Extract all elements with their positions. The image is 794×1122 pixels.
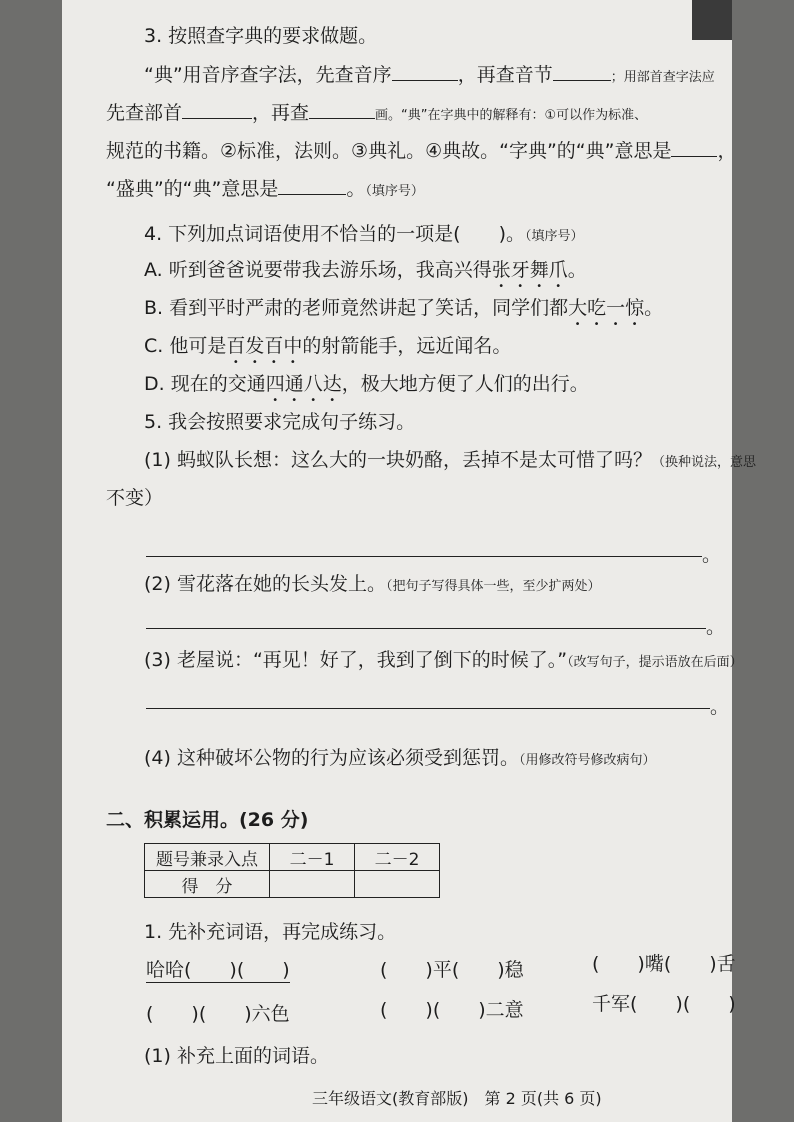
score-table-row-label: 得 分: [145, 871, 270, 898]
q4-b-pre: B. 看到平时严肃的老师竟然讲起了笑话，同学们都: [144, 297, 569, 319]
blank-zidian[interactable]: [671, 138, 717, 157]
answer-period-3: 。: [710, 696, 730, 718]
answer-period-2: 。: [706, 616, 726, 638]
q5-title: 5. 我会按照要求完成句子练习。: [144, 411, 416, 433]
q5-s4: [144, 746, 655, 773]
q4-d-pre: D. 现在的交通: [144, 373, 266, 395]
q3-l3end: ，: [717, 140, 737, 162]
q3-l4note: （填序号）: [365, 184, 424, 199]
q3-l3: 规范的书籍。②标准，法则。③典礼。④典故。“字典”的“典”意思是: [106, 140, 672, 162]
q3-line2: [106, 100, 647, 128]
q5-s2-note: （把句子写得具体一些，至少扩两处）: [385, 579, 601, 594]
word-blank-6[interactable]: 千军( )( ): [592, 993, 736, 1015]
q4-option-a: [144, 258, 587, 292]
q5-s1-cont: [106, 486, 163, 510]
q5-s4-text: (4) 这种破坏公物的行为应该必须受到惩罚。: [144, 747, 519, 769]
exam-page: [62, 0, 756, 1122]
s2-q1-title: 1. 先补充词语，再完成练习。: [144, 921, 397, 943]
word-blank-1[interactable]: 哈哈( )( ): [146, 959, 290, 981]
q5-s3-note: （改写句子，提示语放在后面）: [567, 655, 743, 670]
q3-l2b: ，再查: [252, 102, 310, 124]
q4-d-dotted: 四通八达: [265, 373, 342, 395]
q3-l2a: 先查部首: [106, 102, 183, 124]
q3-line4: [106, 176, 424, 204]
word-blank-3[interactable]: ( )嘴( )舌: [592, 953, 736, 975]
q5-s2-text: (2) 雪花落在她的长头发上。: [144, 573, 386, 595]
q3-l1a: “典”用音序查字法，先查音序: [144, 64, 392, 86]
answer-line-1[interactable]: [146, 556, 702, 557]
q5-s1-cont-text: 不变）: [106, 487, 164, 509]
q5-s3-text: (3) 老屋说：“再见！好了，我到了倒下的时候了。”: [144, 649, 568, 671]
s2-q1-sub1: (1) 补充上面的词语。: [144, 1045, 329, 1067]
q4-note: （填序号）: [525, 229, 584, 244]
page-footer: 三年级语文(教育部版) 第 2 页(共 6 页): [312, 1089, 602, 1108]
q5-s2: [144, 572, 600, 599]
q3-line1: [144, 62, 715, 90]
answer-line-2[interactable]: [146, 628, 706, 629]
q4-a-dotted: 张牙舞爪: [491, 259, 568, 281]
q4-c-post: 的射箭能手，远近闻名。: [302, 335, 512, 357]
blank-shengdian[interactable]: [278, 176, 346, 195]
q3-l2c: 画。“典”在字典中的解释有：①可以作为标准、: [375, 108, 648, 123]
q4-b-post: 。: [644, 297, 664, 319]
q3-l1c: ；用部首查字法应: [610, 70, 715, 85]
score-table: [144, 843, 440, 898]
blank-huashu[interactable]: [309, 100, 375, 119]
word-blank-2[interactable]: ( )平( )稳: [380, 959, 524, 981]
q5-s1-note: （换种说法，意思: [651, 455, 756, 470]
word-blank-5[interactable]: ( )( )二意: [380, 999, 524, 1021]
q4-option-d: [144, 372, 589, 406]
blank-yinjie[interactable]: [553, 62, 611, 81]
score-table-header-1: 二－1: [270, 844, 355, 871]
q3-line3: [106, 138, 737, 163]
score-table-header-0: 题号兼录入点: [145, 844, 270, 871]
score-cell-2[interactable]: [355, 871, 440, 898]
q5-s1-text: (1) 蚂蚁队长想：这么大的一块奶酪，丢掉不是太可惜了吗？: [144, 449, 652, 471]
q5-s1: [144, 448, 756, 475]
q4-a-pre: A. 听到爸爸说要带我去游乐场，我高兴得: [144, 259, 492, 281]
q5-s3: [144, 648, 743, 675]
q3-l4a: “盛典”的“典”意思是: [106, 178, 279, 200]
q4-title: [144, 222, 584, 249]
section2-title: 二、积累运用。(26 分): [106, 809, 309, 831]
word-blank-4[interactable]: ( )( )六色: [146, 1003, 290, 1025]
q4-a-post: 。: [567, 259, 587, 281]
q4-d-post: ，极大地方便了人们的出行。: [341, 373, 589, 395]
q4-b-dotted: 大吃一惊: [568, 297, 645, 319]
score-cell-1[interactable]: [270, 871, 355, 898]
q4-c-pre: C. 他可是: [144, 335, 227, 357]
q3-l1b: ，再查音节: [457, 64, 553, 86]
blank-yinxu[interactable]: [392, 62, 458, 81]
score-table-header-2: 二－2: [355, 844, 440, 871]
q4-option-b: [144, 296, 663, 330]
blank-bushou[interactable]: [182, 100, 252, 119]
q3-title: 3. 按照查字典的要求做题。: [144, 25, 378, 47]
q5-s4-note: （用修改符号修改病句）: [518, 753, 656, 768]
q4-c-dotted: 百发百中: [226, 335, 303, 357]
q4-title-text: 4. 下列加点词语使用不恰当的一项是( )。: [144, 223, 525, 245]
answer-line-3[interactable]: [146, 708, 710, 709]
answer-period-1: 。: [702, 544, 722, 566]
page-corner-shadow: [692, 0, 732, 40]
q3-l4b: 。: [346, 178, 366, 200]
q4-option-c: [144, 334, 511, 368]
